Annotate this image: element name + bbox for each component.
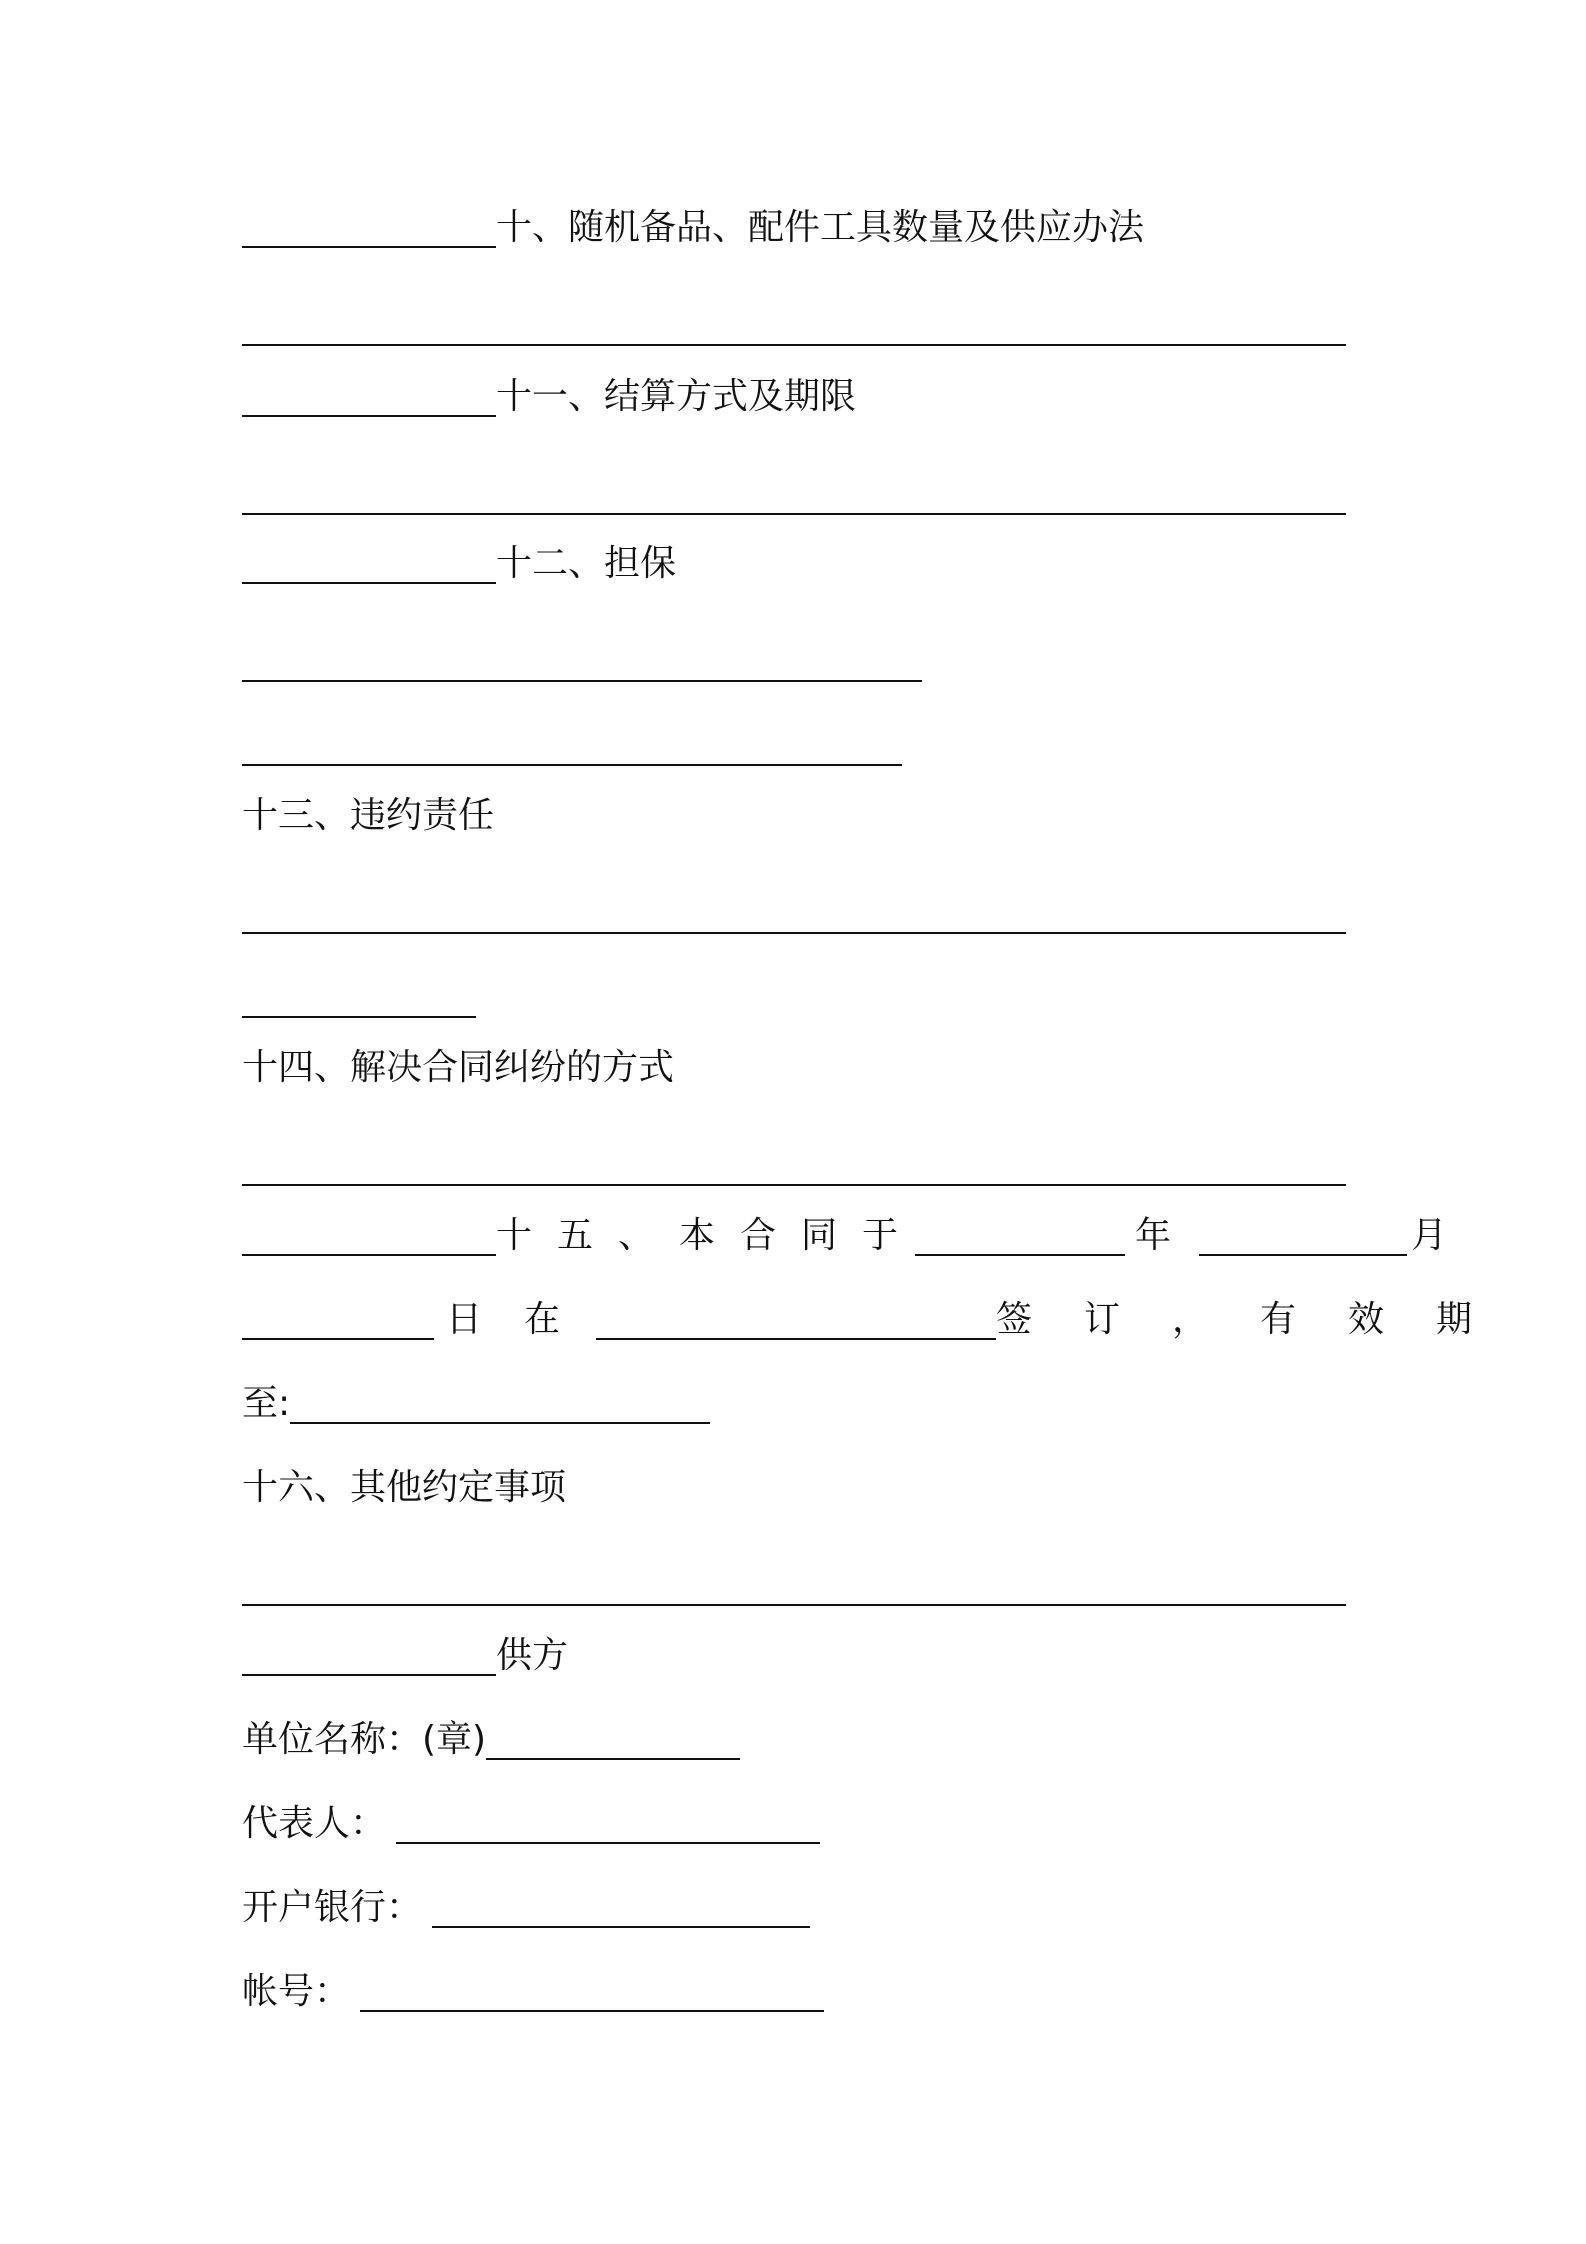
- representative-line: [242, 1798, 820, 1850]
- section-12-line: [242, 538, 676, 590]
- blank-field[interactable]: [242, 892, 1346, 934]
- section-14-heading: 十四、解决合同纠纷的方式: [242, 1047, 675, 1088]
- place-field[interactable]: [596, 1298, 996, 1340]
- blank-field[interactable]: [242, 1144, 1346, 1186]
- blank-field[interactable]: [242, 304, 1346, 346]
- month-field[interactable]: [1199, 1214, 1407, 1256]
- month-label: 月: [1411, 1215, 1448, 1256]
- section-11-content-line: [242, 469, 1346, 521]
- unit-name-label: 单位名称：(章): [242, 1719, 487, 1760]
- bank-field[interactable]: [432, 1886, 810, 1928]
- section-12-heading: 十二、担保: [496, 543, 677, 584]
- account-label: 帐号：: [242, 1971, 351, 2012]
- supplier-heading: 供方: [496, 1635, 569, 1676]
- section-10-heading: 十、随机备品、配件工具数量及供应办法: [496, 207, 1145, 248]
- section-11-line: [242, 371, 856, 423]
- section-15-line-1: [242, 1210, 1447, 1262]
- section-10-line: [242, 202, 1144, 254]
- supplier-line: [242, 1630, 568, 1682]
- year-label: 年: [1135, 1215, 1172, 1256]
- day-label: 日: [446, 1299, 483, 1340]
- section-16-heading: 十六、其他约定事项: [242, 1467, 567, 1508]
- section-12-content-line-1: [242, 636, 922, 688]
- blank-field[interactable]: [242, 542, 496, 584]
- section-11-heading: 十一、结算方式及期限: [496, 376, 857, 417]
- blank-field[interactable]: [242, 1634, 496, 1676]
- representative-field[interactable]: [396, 1802, 820, 1844]
- section-13-heading: 十三、违约责任: [242, 795, 495, 836]
- account-field[interactable]: [360, 1970, 824, 2012]
- blank-field[interactable]: [242, 473, 1346, 515]
- section-13-content-line-1: [242, 888, 1346, 940]
- blank-field[interactable]: [242, 640, 922, 682]
- valid-until-field[interactable]: [290, 1382, 710, 1424]
- blank-field[interactable]: [242, 976, 476, 1018]
- section-15-line-2: [242, 1294, 1524, 1346]
- section-14-line: [242, 1042, 674, 1094]
- year-field[interactable]: [915, 1214, 1125, 1256]
- section-16-content-line: [242, 1560, 1346, 1612]
- valid-until-label: 至:: [242, 1383, 291, 1424]
- blank-field[interactable]: [242, 375, 496, 417]
- section-10-content-line: [242, 300, 1346, 352]
- section-13-line: [242, 790, 494, 842]
- signed-label: 签订，有效期: [996, 1299, 1525, 1340]
- unit-name-line: [242, 1714, 740, 1766]
- blank-field[interactable]: [242, 206, 496, 248]
- section-12-content-line-2: [242, 720, 902, 772]
- section-15-heading: 十五、本合同于: [496, 1215, 924, 1256]
- blank-field[interactable]: [242, 1564, 1346, 1606]
- day-field[interactable]: [242, 1298, 434, 1340]
- blank-field[interactable]: [242, 1214, 496, 1256]
- unit-name-field[interactable]: [486, 1718, 740, 1760]
- blank-field[interactable]: [242, 724, 902, 766]
- section-15-line-3: [242, 1378, 710, 1430]
- section-16-line: [242, 1462, 566, 1514]
- bank-label: 开户银行：: [242, 1887, 423, 1928]
- representative-label: 代表人：: [242, 1803, 387, 1844]
- at-label: 在: [524, 1299, 561, 1340]
- account-line: [242, 1966, 824, 2018]
- section-14-content-line: [242, 1140, 1346, 1192]
- section-13-content-line-2: [242, 972, 476, 1024]
- bank-line: [242, 1882, 810, 1934]
